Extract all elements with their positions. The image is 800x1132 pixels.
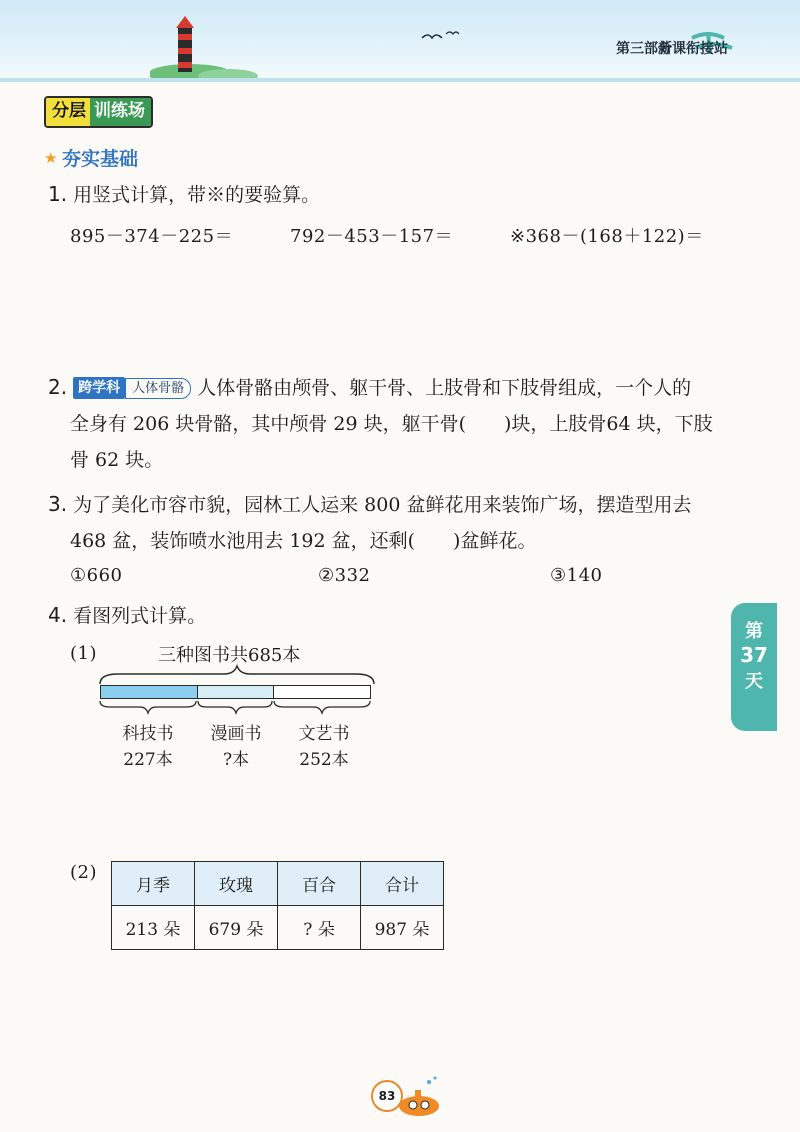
category-comics-name: 漫画书 <box>210 724 262 744</box>
question-2 <box>48 369 748 478</box>
question-2-line-1: 人体骨骼由颅骨、躯干骨、上肢骨和下肢骨组成，一个人的 <box>197 377 692 399</box>
side-tab-line-1: 第 <box>745 621 763 642</box>
side-tab-line-2: 37 <box>740 643 768 667</box>
section-label: 第三部分 <box>616 41 672 57</box>
question-4 <box>48 597 206 634</box>
topic-tag: 人体骨骼 <box>125 378 191 399</box>
question-1 <box>48 176 320 213</box>
header-divider <box>0 78 800 82</box>
category-literature-count: 252本 <box>299 750 349 770</box>
day-side-tab <box>731 603 777 731</box>
table-header-row <box>112 862 444 906</box>
table-cell: 679 朵 <box>195 906 278 950</box>
question-2-line-2: 全身有 206 块骨骼，其中颅骨 29 块，躯干骨( )块，上肢骨64 块，下肢 <box>70 413 713 435</box>
question-4-text: 看图列式计算。 <box>73 605 207 627</box>
option-1: ①660 <box>70 565 123 586</box>
badge-left-text: 分层 <box>46 98 90 126</box>
part-1-label: (1) <box>70 643 97 664</box>
category-science-name: 科技书 <box>122 724 174 744</box>
submarine-icon <box>395 1074 445 1120</box>
side-tab-line-3: 天 <box>745 671 763 692</box>
category-literature-name: 文艺书 <box>298 724 350 744</box>
question-3 <box>48 486 748 559</box>
question-3-line-1: 为了美化市容市貌，园林工人运来 800 盆鲜花用来装饰广场，摆造型用去 <box>73 494 692 516</box>
flower-table <box>111 861 444 950</box>
question-3-line-2: 468 盆，装饰喷水池用去 192 盆，还剩( )盆鲜花。 <box>70 530 537 552</box>
expression-1: 895－374－225＝ <box>70 226 234 247</box>
total-brace <box>98 664 376 686</box>
option-2: ②332 <box>318 565 371 586</box>
category-science-count: 227本 <box>123 750 173 770</box>
subsection-title: 夯实基础 <box>62 148 139 170</box>
table-header-cell: 玫瑰 <box>195 862 278 906</box>
table-header-cell: 月季 <box>112 862 195 906</box>
expression-2: 792－453－157＝ <box>290 226 454 247</box>
question-1-text: 用竖式计算，带※的要验算。 <box>73 184 321 206</box>
question-4-number: 4. <box>48 603 68 627</box>
table-row <box>112 906 444 950</box>
cross-subject-tag: 跨学科 <box>73 377 125 399</box>
bar-segment-comics <box>197 685 274 699</box>
question-2-line-3: 骨 62 块。 <box>70 449 164 471</box>
table-cell: ? 朵 <box>278 906 361 950</box>
lighthouse-icon <box>150 10 260 80</box>
table-header-cell: 合计 <box>361 862 444 906</box>
section-badge <box>44 96 153 128</box>
bar-segment-literature <box>273 685 371 699</box>
option-3: ③140 <box>550 565 603 586</box>
badge-right-text: 训练场 <box>90 98 151 126</box>
table-cell: 987 朵 <box>361 906 444 950</box>
page-number: 83 <box>371 1080 403 1112</box>
part-2-label: (2) <box>70 862 97 883</box>
expression-3: ※368－(168＋122)＝ <box>510 226 704 247</box>
bar-segment-science <box>100 685 198 699</box>
question-1-number: 1. <box>48 182 68 206</box>
question-3-number: 3. <box>48 492 68 516</box>
category-comics-count: ?本 <box>222 750 250 770</box>
section-title: 新课衔接站 <box>658 41 728 57</box>
star-icon: ★ <box>44 149 58 167</box>
category-braces <box>98 699 376 715</box>
table-header-cell: 百合 <box>278 862 361 906</box>
bar-total-label: 三种图书共685本 <box>158 645 301 666</box>
table-cell: 213 朵 <box>112 906 195 950</box>
seagull-icon <box>420 28 460 44</box>
question-2-number: 2. <box>48 375 68 399</box>
